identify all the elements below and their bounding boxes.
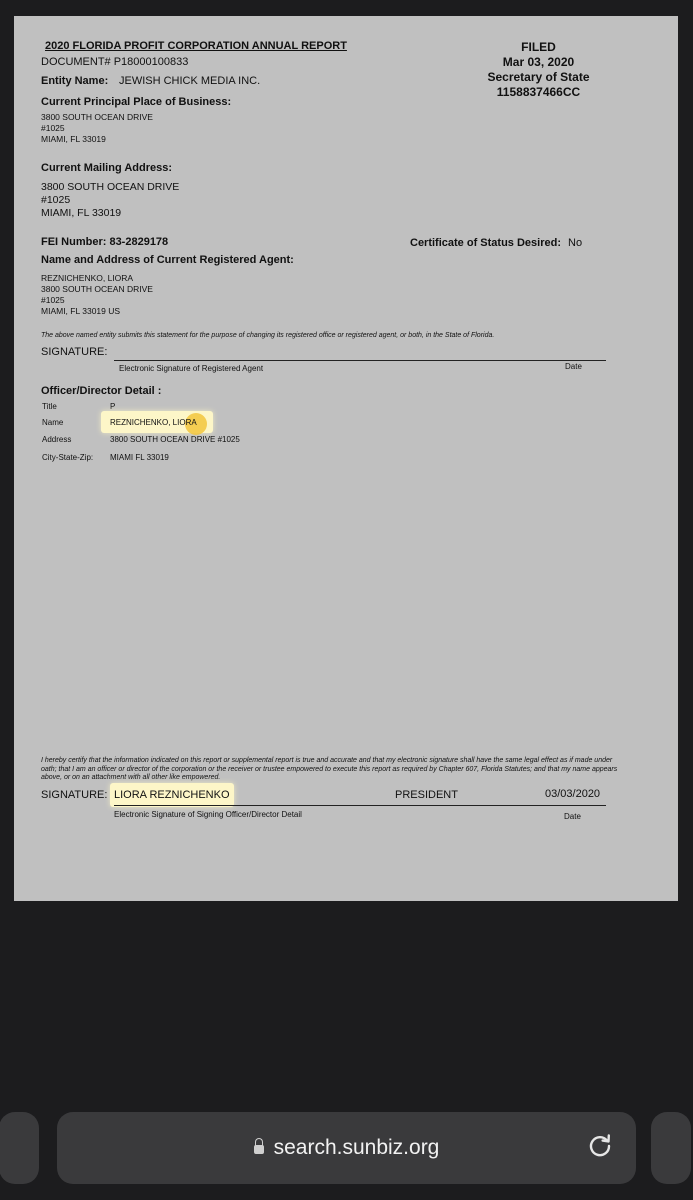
mailing-line3: MIAMI, FL 33019 — [41, 207, 122, 219]
document-number: DOCUMENT# P18000100833 — [41, 56, 189, 68]
mailing-line1: 3800 SOUTH OCEAN DRIVE — [41, 181, 180, 193]
reload-icon[interactable] — [586, 1132, 614, 1160]
mailing-address — [41, 181, 179, 220]
officer-name-label: Name — [42, 418, 64, 427]
officer-title-value: P — [110, 402, 116, 411]
filed-date: Mar 03, 2020 — [502, 55, 575, 69]
certificate-label: Certificate of Status Desired: — [410, 237, 561, 249]
agent-line4: MIAMI, FL 33019 US — [41, 306, 121, 316]
principal-line2: #1025 — [41, 123, 65, 133]
agent-signature-caption: Electronic Signature of Registered Agent — [119, 364, 264, 373]
entity-name-label: Entity Name: — [41, 75, 109, 87]
mailing-line2: #1025 — [41, 194, 71, 206]
certification-line2: oath; that I am an officer or director of the corporation or the receiver or trustee empowered to execute this report as required by Chapter 607, Florida Statutes; and that my name appears — [41, 765, 618, 773]
report-title: 2020 FLORIDA PROFIT CORPORATION ANNUAL REPORT — [45, 40, 347, 52]
certification-line1: I hereby certify that the information indicated on this report or supplemental report is true and accurate and that my electronic signature shall have the same legal effect as if made under — [41, 757, 613, 764]
officer-title-label: Title — [42, 402, 57, 411]
principal-address — [41, 112, 153, 145]
previous-tab-edge[interactable] — [0, 1112, 39, 1184]
officer-sign-date: 03/03/2020 — [545, 788, 601, 800]
agent-line3: #1025 — [41, 295, 65, 305]
lock-icon — [254, 1145, 264, 1154]
filed-office: Secretary of State — [487, 70, 590, 84]
officer-name-value: REZNICHENKO, LIORA — [110, 418, 197, 427]
certificate-value: No — [568, 237, 583, 249]
agent-line2: 3800 SOUTH OCEAN DRIVE — [41, 284, 153, 294]
principal-heading: Current Principal Place of Business: — [41, 96, 232, 108]
url-text: search.sunbiz.org — [273, 1136, 440, 1159]
entity-name-value: JEWISH CHICK MEDIA INC. — [119, 75, 261, 87]
officer-signature-caption: Electronic Signature of Signing Officer/Director Detail — [114, 810, 302, 819]
filed-number: 1158837466CC — [496, 85, 581, 99]
filed-status: FILED — [521, 40, 556, 54]
certification-text — [41, 757, 617, 783]
address-bar[interactable] — [57, 1112, 636, 1184]
officer-signature-line — [114, 805, 606, 806]
officer-title-signed: PRESIDENT — [395, 789, 458, 801]
principal-line3: MIAMI, FL 33019 — [41, 134, 106, 144]
officer-signature-label: SIGNATURE: — [41, 789, 108, 801]
officer-csz-value: MIAMI FL 33019 — [110, 453, 169, 462]
url-display[interactable] — [57, 1136, 636, 1160]
certification-line3: above, or on an attachment with all other like empowered. — [41, 774, 221, 781]
officer-address-label: Address — [42, 435, 72, 444]
agent-line1: REZNICHENKO, LIORA — [41, 273, 134, 283]
agent-heading: Name and Address of Current Registered Agent: — [41, 254, 294, 266]
pdf-page — [14, 16, 678, 901]
agent-date-label: Date — [565, 362, 582, 371]
next-tab-edge[interactable] — [651, 1112, 691, 1184]
filed-stamp — [466, 40, 611, 100]
agent-address — [41, 273, 153, 317]
fei-number: FEI Number: 83-2829178 — [41, 236, 169, 248]
agent-signature-label: SIGNATURE: — [41, 346, 108, 358]
agent-statement: The above named entity submits this statement for the purpose of changing its registered office or registered agent, or both, in the State of Florida. — [41, 332, 495, 339]
officer-address-value: 3800 SOUTH OCEAN DRIVE #1025 — [110, 435, 240, 444]
agent-signature-line — [114, 360, 606, 361]
officer-heading: Officer/Director Detail : — [41, 385, 162, 397]
officer-signature-value: LIORA REZNICHENKO — [114, 789, 230, 801]
principal-line1: 3800 SOUTH OCEAN DRIVE — [41, 112, 153, 122]
mailing-heading: Current Mailing Address: — [41, 162, 172, 174]
officer-date-label: Date — [564, 812, 581, 821]
officer-csz-label: City-State-Zip: — [42, 453, 94, 462]
